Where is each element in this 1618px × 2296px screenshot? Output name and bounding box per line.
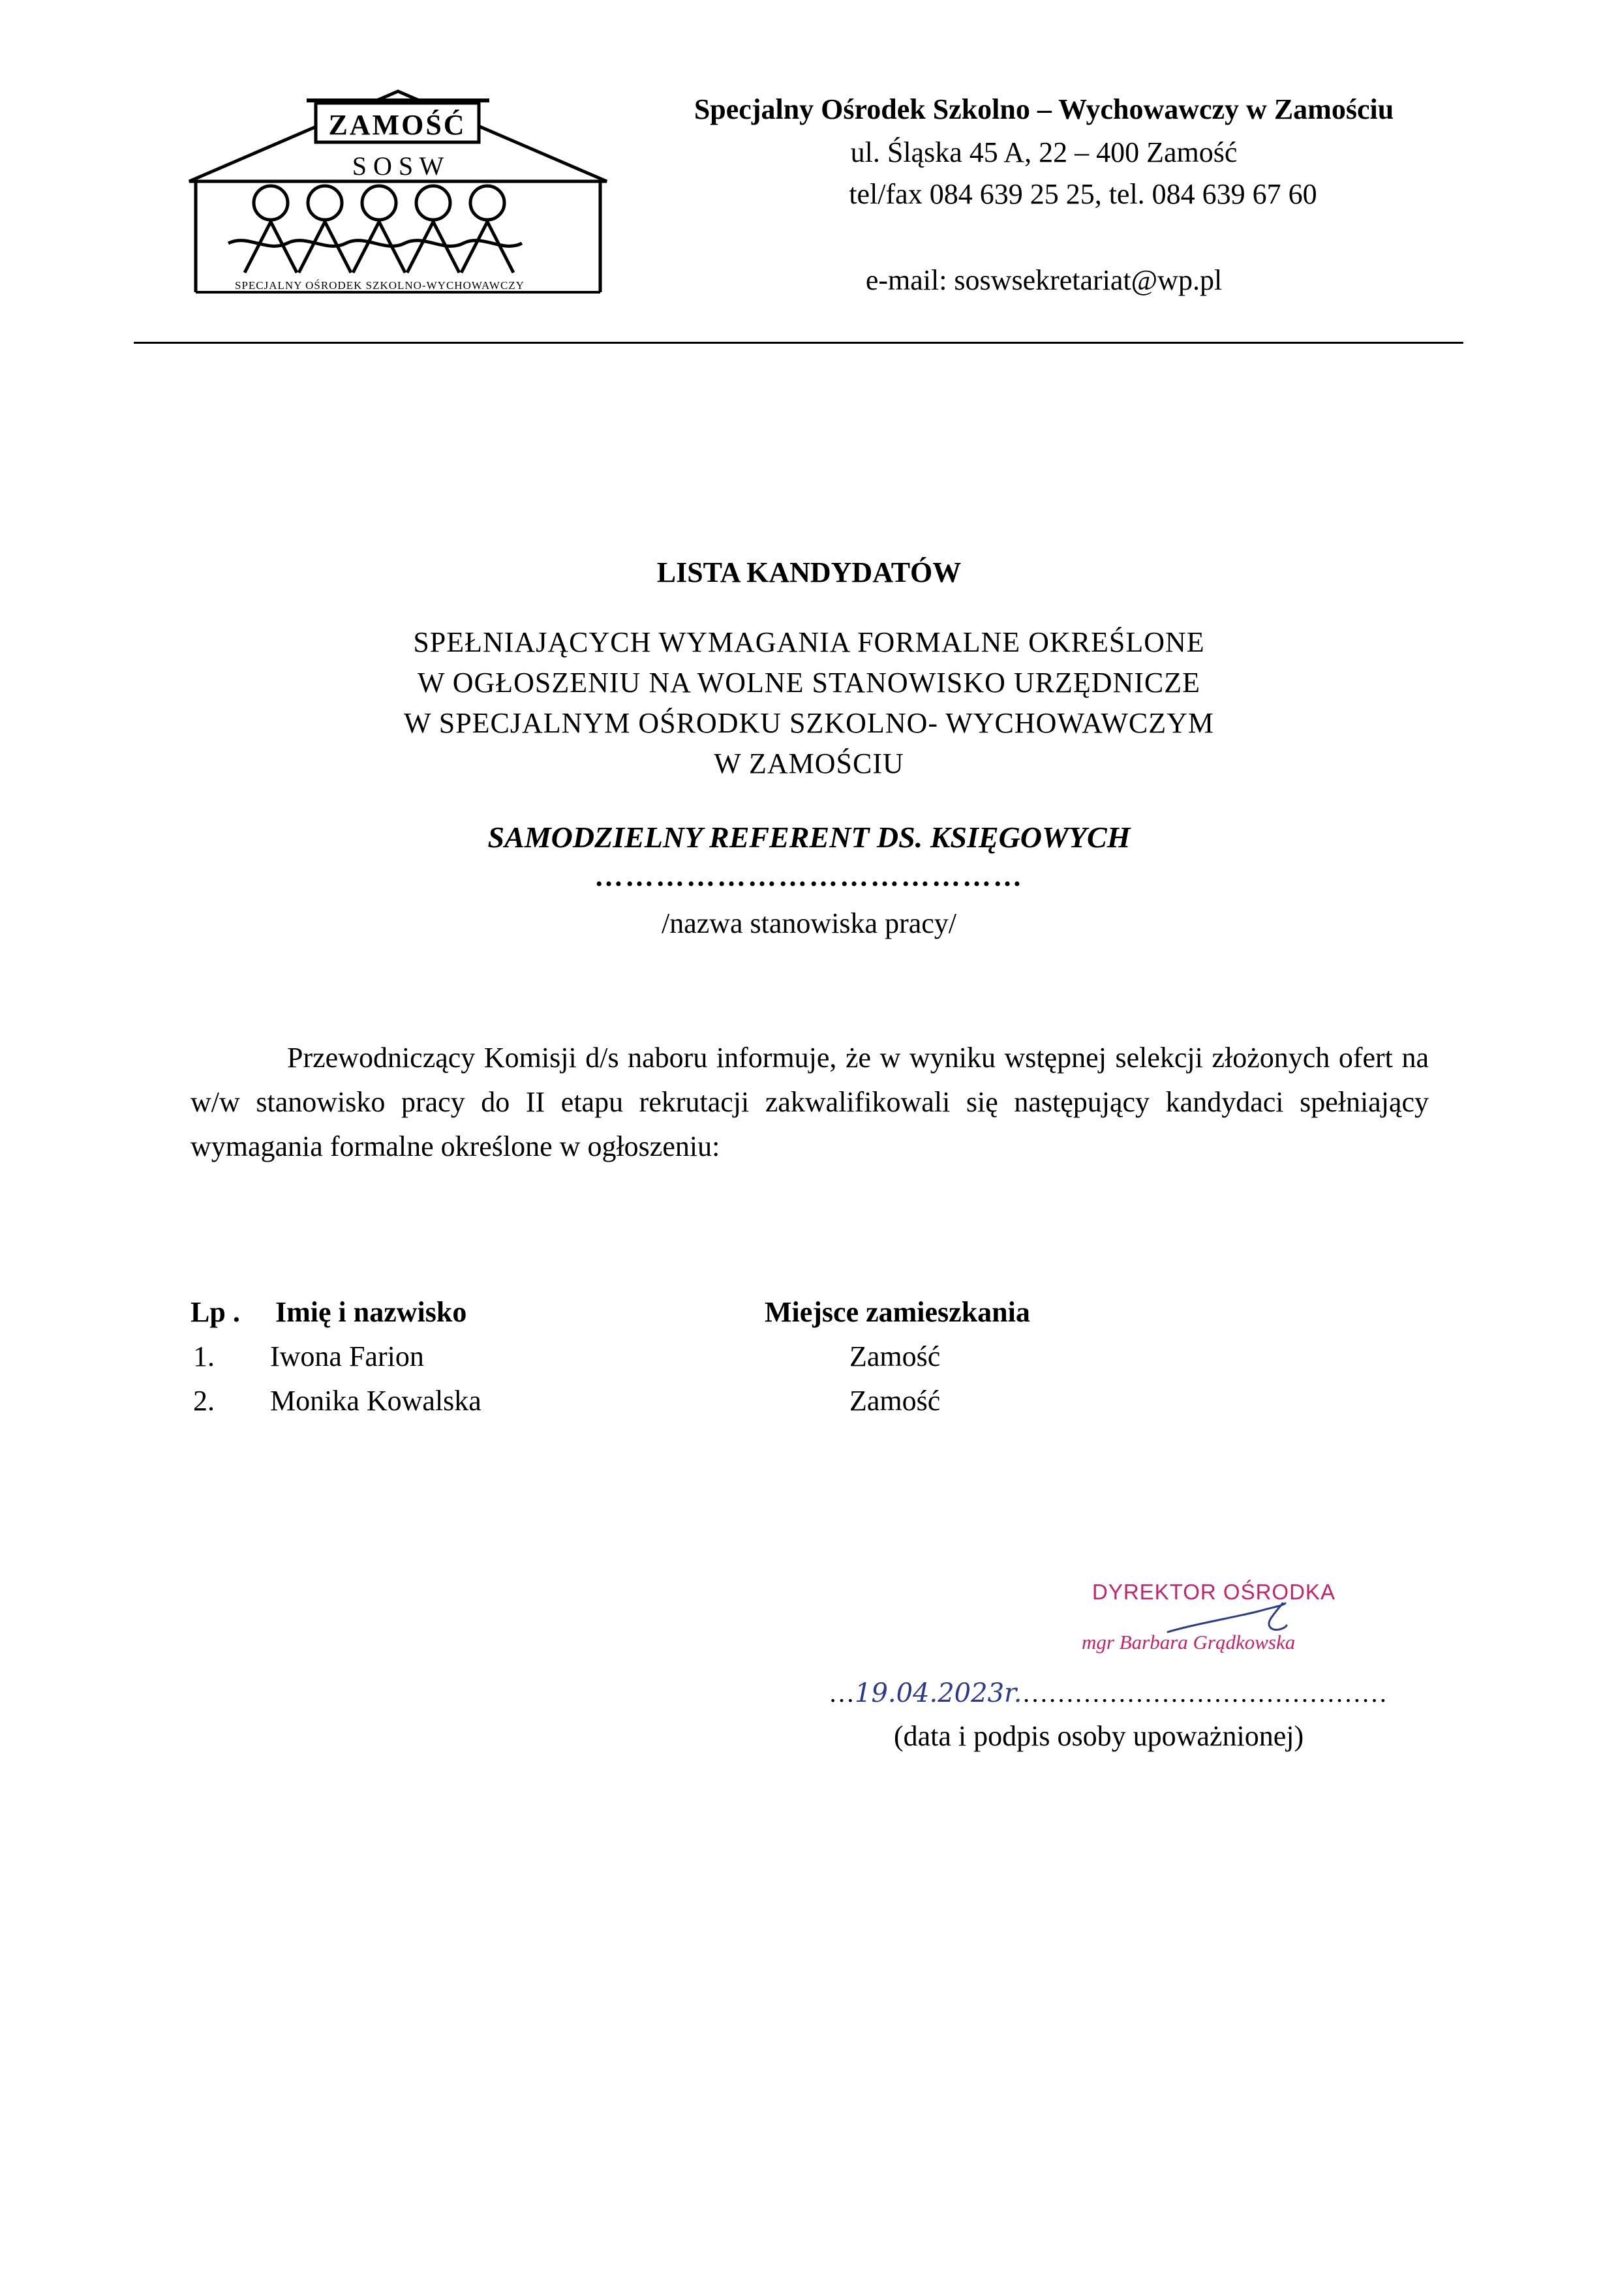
logo-top-text: ZAMOŚĆ	[328, 109, 466, 141]
email-label: e-mail:	[865, 264, 947, 296]
director-stamp	[1063, 1578, 1429, 1670]
stamp-name: mgr Barbara Grądkowska	[1082, 1631, 1296, 1654]
subtitle-line: W SPECJALNYM OŚRODKU SZKOLNO- WYCHOWAWCZYM	[404, 707, 1214, 739]
logo-bottom-text: SPECJALNY OŚRODEK SZKOLNO-WYCHOWAWCZY	[235, 279, 525, 292]
committee-announcement: Przewodniczący Komisji d/s naboru informuje, że w wyniku wstępnej selekcji złożonych ofert na w/w stanowisko pracy do II etapu rekrutacji zakwalifikowali się następujący kandydaci spełniający wymagania formalne określone w ogłoszeniu:	[191, 1042, 1429, 1162]
handwritten-date: 19.04.2023r.	[855, 1678, 1022, 1708]
org-name: Specjalny Ośrodek Szkolno – Wychowawczy w Zamościu	[694, 93, 1394, 125]
table-row	[191, 1340, 1169, 1384]
row-city: Zamość	[849, 1340, 941, 1372]
row-lp: 1.	[193, 1340, 215, 1372]
document-subtitle	[0, 622, 1618, 784]
subtitle-line: SPEŁNIAJĄCYCH WYMAGANIA FORMALNE OKREŚLONE	[413, 626, 1205, 658]
subtitle-line: W ZAMOŚCIU	[714, 748, 904, 779]
document-title: LISTA KANDYDATÓW	[656, 556, 962, 588]
header-lp: Lp .	[191, 1296, 240, 1328]
candidates-table	[191, 1295, 1169, 1428]
date-dots-before: …	[829, 1678, 855, 1708]
school-logo	[176, 77, 620, 312]
org-email-line	[620, 264, 1468, 297]
school-logo-graphic	[176, 77, 620, 312]
email-address[interactable]: soswsekretariat@wp.pl	[954, 264, 1223, 296]
header-city: Miejsce zamieszkania	[765, 1296, 1030, 1328]
row-lp: 2.	[193, 1385, 215, 1417]
logo-middle-text: S O S W	[352, 151, 444, 181]
stamp-title: DYREKTOR OŚRODKA	[1092, 1580, 1336, 1604]
signature-caption: (data i podpis osoby upoważnionej)	[894, 1720, 1304, 1752]
header-divider	[134, 342, 1463, 344]
table-row	[191, 1384, 1169, 1428]
row-city: Zamość	[849, 1385, 941, 1417]
position-name: SAMODZIELNY REFERENT DS. KSIĘGOWYCH	[487, 821, 1131, 854]
row-name: Monika Kowalska	[270, 1385, 481, 1417]
org-phone: tel/fax 084 639 25 25, tel. 084 639 67 60	[849, 178, 1317, 210]
header-name: Imię i nazwisko	[275, 1296, 467, 1328]
date-dots-after: ……………………………………	[1022, 1678, 1388, 1708]
position-dots: ……………………………………	[594, 860, 1024, 892]
signature-date-line	[829, 1678, 1435, 1708]
table-header-row	[191, 1295, 1169, 1340]
row-name: Iwona Farion	[270, 1340, 424, 1372]
subtitle-line: W OGŁOSZENIU NA WOLNE STANOWISKO URZĘDNICZE	[417, 667, 1201, 699]
position-caption: /nazwa stanowiska pracy/	[661, 907, 957, 939]
org-address: ul. Śląska 45 A, 22 – 400 Zamość	[850, 136, 1238, 168]
